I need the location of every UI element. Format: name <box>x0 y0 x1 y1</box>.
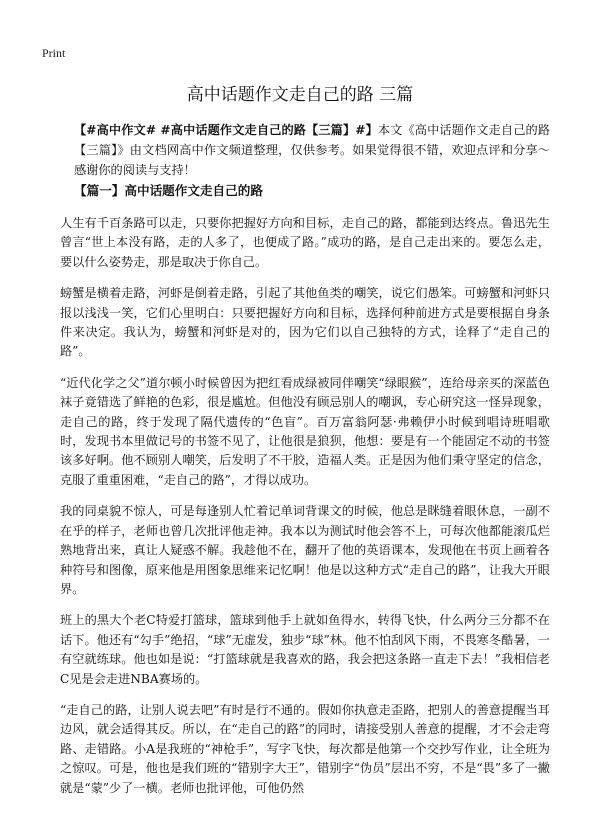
page-title: 高中话题作文走自己的路 三篇 <box>186 85 414 105</box>
intro-paragraph <box>74 120 550 180</box>
paragraph: 班上的黑大个老C特爱打篮球，篮球到他手上就如鱼得水，转得飞快，什么两分三分都不在话下。他还有“勾手”绝招，“球”无虚发，独步“球”林。他不怕刮风下雨，不畏寒冬酷暑，一有空就练球。他也如是说：“打篮球就是我喜欢的路，我会把这条路一直走下去！”我相信老C见是会走进NBA赛场的。 <box>60 613 550 686</box>
paragraph: “走自己的路，让别人说去吧”有时是行不通的。假如你执意走歪路，把别人的善意提醒当耳边风，就会适得其反。所以，在“走自己的路”的同时，请接受别人善意的提醒，才不会走弯路、走错路。小A是我班的“神枪手”，写字飞快，每次都是他第一个交抄写作业，让全班为之惊叹。可是，他也是我们班的“错别字大王”，错别字“伪员”层出不穷，不是“畏”多了一撇就是“蒙”少了一横。老师也批评他，可他仍然 <box>60 702 550 795</box>
essay-body <box>60 214 550 810</box>
paragraph: 人生有千百条路可以走，只要你把握好方向和目标，走自己的路，都能到达终点。鲁迅先生曾言“世上本没有路，走的人多了，也便成了路。”成功的路，是自己走出来的。要怎么走，要以什么姿势走，那是取决于你自己。 <box>60 216 550 269</box>
paragraph: 螃蟹是横着走路，河虾是倒着走路，引起了其他鱼类的嘲笑，说它们愚笨。可螃蟹和河虾只报以浅浅一笑，它们心里明白：只要把握好方向和目标，选择何种前进方式是要根据自身条件来决定。我认为，螃蟹和河虾是对的，因为它们以自己独特的方式，诠释了“走自己的路”。 <box>60 286 550 359</box>
paragraph: 我的同桌貌不惊人，可是每逢别人忙着记单词背课文的时候，他总是眯缝着眼休息，一副不在乎的样子，老师也曾几次批评他走神。我本以为测试时他会答不上，可每次他都能滚瓜烂熟地背出来，真让人疑惑不解。我趁他不在，翻开了他的英语课本，发现他在书页上画着各种符号和图像，原来他是用图象思维来记忆啊！他是以这种方式“走自己的路”，让我大开眼界。 <box>60 504 550 596</box>
section-heading: 【篇一】高中话题作文走自己的路 <box>74 183 263 198</box>
intro-tags: 【#高中作文# #高中话题作文走自己的路【三篇】#】 <box>74 123 378 137</box>
intro-text: 本文《高中话题作文走自己的路【三篇】》由文档网高中作文频道整理，仅供参考。如果觉得很不错，欢迎点评和分享～感谢你的阅读与支持！ <box>74 123 551 177</box>
paragraph: “近代化学之父”道尔顿小时候曾因为把红看成绿被同伴嘲笑“绿眼猴”，连给母亲买的深蓝色袜子竟错选了鲜艳的色彩，很是尴尬。但他没有顾忌别人的嘲讽，专心研究这一怪异现象，走自己的路，终于发现了隔代遗传的“色盲”。百万富翁阿瑟·弗赖伊小时候到唱诗班唱歌时，发现书本里做记号的书签不见了，让他很是狼狈，他想：要是有一个能固定不动的书签该多好啊。他不顾别人嘲笑，后发明了不干胶，造福人类。正是因为他们秉守坚定的信念，克服了重重困难，“走自己的路”，才得以成功。 <box>60 375 550 487</box>
print-label: Print <box>42 46 66 60</box>
